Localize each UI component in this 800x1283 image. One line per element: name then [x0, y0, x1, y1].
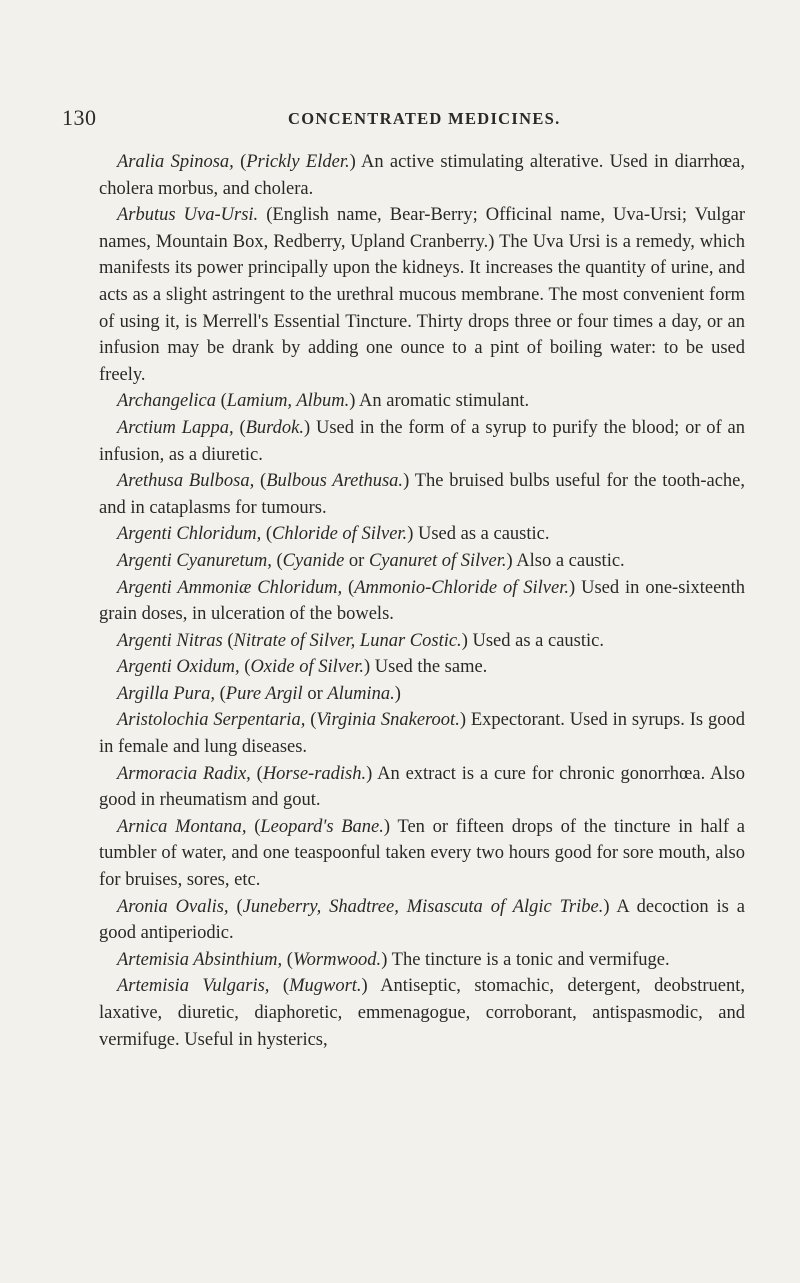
- entry-alt-name: Leopard's Bane.: [260, 816, 384, 837]
- entry-alt-name-second: Alumina.: [327, 683, 395, 704]
- entry-archangelica: Archangelica (Lamium, Album.) An aromatic stimulant.: [117, 391, 530, 412]
- page-header-title: CONCENTRATED MEDICINES.: [288, 109, 561, 128]
- entry-alt-name: Chloride of Silver.: [272, 524, 408, 545]
- body-text: [99, 149, 745, 1053]
- entry-alt-name: Nitrate of Silver, Lunar Costic.: [233, 630, 462, 651]
- entry-artemisia-absinthium: Artemisia Absinthium, (Wormwood.) The tincture is a tonic and vermifuge.: [117, 949, 670, 970]
- entry-alt-name: Lamium, Album.: [226, 391, 350, 412]
- entry-term: Arethusa Bulbosa,: [117, 471, 255, 492]
- entry-argilla-pura: Argilla Pura, (Pure Argil or Alumina.): [117, 683, 401, 704]
- entry-description: Used as a caustic.: [413, 524, 550, 545]
- entry-description: Antiseptic, stomachic, detergent, deobstruent, laxative, diuretic, diaphoretic, emmenagogue, corroborant, antispasmodic, and vermifuge. Useful in hysterics,: [99, 976, 746, 1050]
- entry-description: Ten or fifteen drops of the tincture in half a tumbler of water, and one teaspoonful taken every two hours good for sore mouth, also for bruises, sores, etc.: [99, 816, 746, 891]
- entry-aralia-spinosa: Aralia Spinosa, (Prickly Elder.) An active stimulating alterative. Used in diarrhœa, cholera morbus, and cholera.: [99, 152, 745, 199]
- entry-alt-name: Cyanide: [282, 550, 345, 571]
- entry-description: The tincture is a tonic and vermifuge.: [387, 949, 670, 970]
- entry-description: Also a caustic.: [512, 550, 625, 571]
- entry-artemisia-vulgaris: Artemisia Vulgaris, (Mugwort.) Antiseptic, stomachic, detergent, deobstruent, laxative, diuretic, diaphoretic, emmenagogue, corroborant, antispasmodic, and vermifuge. Useful in hysterics,: [99, 976, 746, 1050]
- entry-argenti-cyanuretum: Argenti Cyanuretum, (Cyanide or Cyanuret of Silver.) Also a caustic.: [117, 550, 625, 571]
- entry-description: An aromatic stimulant.: [355, 391, 530, 412]
- entry-argenti-nitras: Argenti Nitras (Nitrate of Silver, Lunar Costic.) Used as a caustic.: [117, 630, 604, 651]
- entry-description: A decoction is a good antiperiodic.: [99, 896, 745, 944]
- entry-arnica-montana: Arnica Montana, (Leopard's Bane.) Ten or fifteen drops of the tincture in half a tumbler of water, and one teaspoonful taken every two hours good for sore mouth, also for bruises, sores, etc.: [99, 816, 746, 891]
- entry-term: Artemisia Absinthium,: [117, 949, 283, 970]
- entry-arethusa-bulbosa: Arethusa Bulbosa, (Bulbous Arethusa.) The bruised bulbs useful for the tooth-ache, and in cataplasms for tumours.: [99, 471, 746, 518]
- entry-term: Artemisia Vulgaris,: [117, 976, 270, 997]
- entry-description: (English name, Bear-Berry; Officinal name, Uva-Ursi; Vulgar names, Mountain Box, Redberry, Upland Cranberry.) The Uva Ursi is a remedy, which manifests its power principally upon the kidneys. It increases the quantity of urine, and acts as a slight astringent to the urethral mucous membrane. The most convenient form of using it, is Merrell's Essential Tincture. Thirty drops three or four times a day, or an infusion may be drank by adding one ounce to a pint of boiling water: to be used freely.: [99, 205, 745, 385]
- entry-description: Used in the form of a syrup to purify the blood; or of an infusion, as a diuretic.: [99, 417, 745, 465]
- entry-argenti-oxidum: Argenti Oxidum, (Oxide of Silver.) Used the same.: [117, 657, 488, 678]
- entry-term: Argenti Ammoniæ Chloridum,: [117, 577, 343, 598]
- entry-alt-name: Ammonio-Chloride of Silver.: [354, 577, 569, 598]
- entry-description: Used as a caustic.: [467, 630, 604, 651]
- entry-alt-name-second: Cyanuret of Silver.: [368, 550, 507, 571]
- entry-term: Aristolochia Serpentaria,: [117, 710, 306, 731]
- entry-term: Argenti Oxidum,: [117, 657, 240, 678]
- entry-term: Argenti Chloridum,: [117, 524, 262, 545]
- entry-term: Arnica Montana,: [117, 816, 247, 837]
- entry-alt-name: Oxide of Silver.: [250, 657, 364, 678]
- entry-term: Armoracia Radix,: [117, 763, 251, 784]
- page-number: 130: [62, 105, 97, 130]
- entry-term: Archangelica: [117, 391, 216, 412]
- entry-arctium-lappa: Arctium Lappa, (Burdok.) Used in the form of a syrup to purify the blood; or of an infusion, as a diuretic.: [99, 417, 745, 465]
- entry-alt-name: Wormwood.: [292, 949, 382, 970]
- entry-term: Aronia Ovalis,: [117, 896, 229, 917]
- entry-term: Argenti Cyanuretum,: [117, 550, 272, 571]
- entry-aronia-ovalis: Aronia Ovalis, (Juneberry, Shadtree, Misascuta of Algic Tribe.) A decoction is a good antiperiodic.: [99, 896, 745, 944]
- entry-aristolochia-serpentaria: Aristolochia Serpentaria, (Virginia Snakeroot.) Expectorant. Used in syrups. Is good in female and lung diseases.: [99, 710, 745, 758]
- entry-alt-name: Pure Argil: [225, 683, 303, 704]
- entry-alt-name: Bulbous Arethusa.: [266, 471, 404, 492]
- entry-description: The bruised bulbs useful for the tooth-ache, and in cataplasms for tumours.: [99, 471, 746, 518]
- entry-arbutus-uva-ursi: [99, 202, 745, 388]
- entry-description: Expectorant. Used in syrups. Is good in female and lung diseases.: [99, 710, 745, 758]
- entry-alt-name: Juneberry, Shadtree, Misascuta of Algic Tribe.: [242, 896, 604, 917]
- entry-term: Arbutus Uva-Ursi.: [117, 205, 259, 226]
- entry-term: Argenti Nitras: [117, 630, 223, 651]
- entry-term: Arctium Lappa,: [117, 417, 234, 438]
- entry-argenti-ammoniae-chloridum: Argenti Ammoniæ Chloridum, (Ammonio-Chloride of Silver.) Used in one-sixteenth grain doses, in ulceration of the bowels.: [99, 577, 745, 625]
- entry-alt-name: Horse-radish.: [262, 763, 367, 784]
- entry-argenti-chloridum: Argenti Chloridum, (Chloride of Silver.) Used as a caustic.: [117, 524, 550, 545]
- entry-description: An extract is a cure for chronic gonorrhœa. Also good in rheumatism and gout.: [99, 763, 745, 811]
- entry-alt-name: Burdok.: [245, 417, 305, 438]
- entry-alt-name: Virginia Snakeroot.: [316, 710, 460, 731]
- entry-alt-name: Prickly Elder.: [246, 152, 350, 172]
- entry-description: An active stimulating alterative. Used in diarrhœa, cholera morbus, and cholera.: [99, 152, 745, 199]
- running-head: [0, 105, 800, 135]
- entry-description: Used in one-sixteenth grain doses, in ulceration of the bowels.: [99, 577, 745, 625]
- entry-term: Argilla Pura,: [117, 683, 215, 704]
- entry-term: Aralia Spinosa,: [117, 152, 234, 172]
- entry-description: Used the same.: [370, 657, 488, 678]
- entry-armoracia-radix: Armoracia Radix, (Horse-radish.) An extract is a cure for chronic gonorrhœa. Also good in rheumatism and gout.: [99, 763, 745, 811]
- entry-alt-name: Mugwort.: [289, 976, 362, 997]
